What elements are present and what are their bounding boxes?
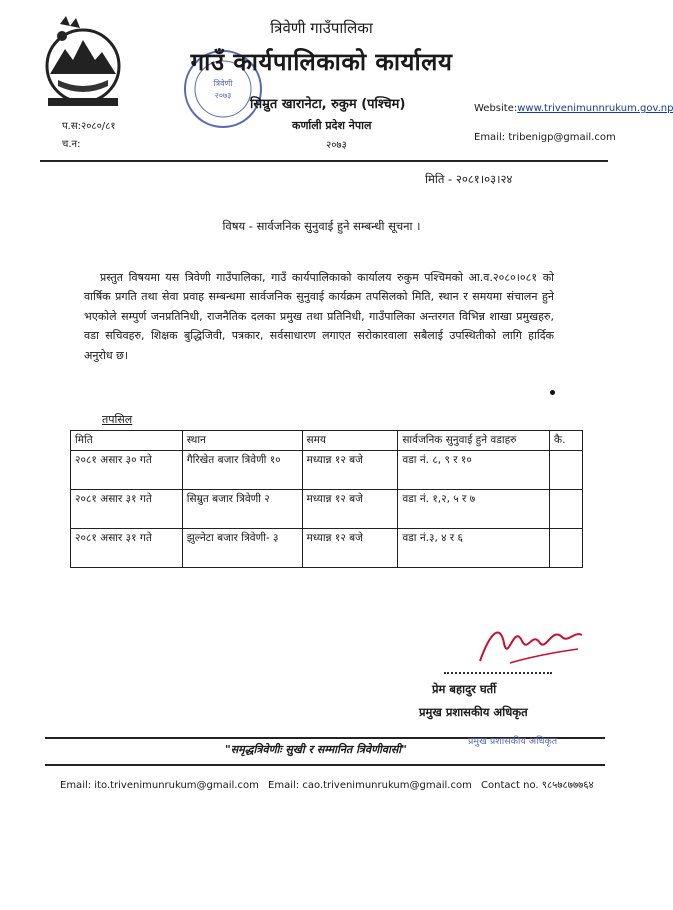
ink-dot <box>550 390 555 395</box>
letter-body: प्रस्तुत विषयमा यस त्रिवेणी गाउँपालिका, गाउँ कार्यपालिकाको कार्यालय रुकुम पश्चिमको आ.व.२०८०।०८१ को वार्षिक प्रगति तथा सेवा प्रवाह सम्बन्धमा सार्वजनिक सुनुवाई कार्यक्रम तपसिलको मिति, स्थान र समयमा संचालन हुने भएकोले सम्पुर्ण जनप्रतिनिधी, राजनैतिक दलका प्रमुख तथा प्रतिनिधी, गाउँपालिका अन्तरगत विभिन्न शाखा प्रमुखहरु, वडा सचिवहरु, शिक्षक बुद्धिजिवी, पत्रकार, सर्वसाधारण लगाएत सरोकारवाला सबैलाई उपस्थितीको लागि हार्दिक अनुरोध छ। <box>84 271 554 362</box>
province-name: कर्णाली प्रदेश नेपाल <box>292 119 372 132</box>
website-label: Website: <box>474 103 518 114</box>
letter-date: मिति - २०८१।०३।२४ <box>425 172 513 186</box>
website-block <box>474 103 673 115</box>
cell-wards: वडा नं. ८, ९ र १० <box>398 451 550 490</box>
header-divider <box>40 160 608 162</box>
footer-contact: Contact no. ९८५७८७७७६४ <box>481 780 594 791</box>
signatory-post: प्रमुख प्रशासकीय अधिकृत <box>419 705 528 719</box>
cell-date: २०८१ असार ३० गते <box>71 451 183 490</box>
municipality-name: त्रिवेणी गाउँपालिका <box>270 19 373 37</box>
col-wards: सार्वजनिक सुनुवाई हुने वडाहरु <box>398 431 550 451</box>
table-row <box>71 529 583 568</box>
cell-place: सिम्रुत बजार त्रिवेणी २ <box>182 490 302 529</box>
website-link[interactable]: www.trivenimunnrukum.gov.np <box>517 103 673 114</box>
schedule-caption: तपसिल <box>102 413 133 426</box>
cell-wards: वडा नं.३, ४ र ६ <box>398 529 550 568</box>
svg-text:त्रिवेणी: त्रिवेणी <box>213 79 233 88</box>
motto: "समृद्धत्रिवेणीः सुखी र सम्मानित त्रिवेणीवासी" <box>225 743 407 756</box>
cell-date: २०८१ असार ३१ गते <box>71 490 183 529</box>
col-place: स्थान <box>182 431 302 451</box>
header-email <box>474 132 616 143</box>
email-label: Email: <box>474 132 506 143</box>
table-row <box>71 451 583 490</box>
email-value[interactable]: tribenigp@gmail.com <box>508 132 616 143</box>
table-row <box>71 490 583 529</box>
schedule-table <box>70 430 583 568</box>
cell-date: २०८१ असार ३१ गते <box>71 529 183 568</box>
footer-email-ito[interactable]: Email: ito.trivenimunrukum@gmail.com <box>60 780 259 791</box>
cell-remarks <box>550 451 583 490</box>
svg-text:२०७३: २०७३ <box>214 91 232 100</box>
faint-stamp-text: प्रमुख प्रशासकीय अधिकृत <box>468 736 558 747</box>
footer-divider-bottom <box>45 764 605 766</box>
cell-time: मध्यान्न १२ बजे <box>302 451 398 490</box>
footer-contacts <box>60 777 620 791</box>
footer-email-cao[interactable]: Email: cao.trivenimunrukum@gmail.com <box>268 780 472 791</box>
office-address: सिम्रुत खारानेटा, रुकुम (पश्चिम) <box>250 97 406 112</box>
office-title: गाउँ कार्यपालिकाको कार्यालय <box>190 48 453 76</box>
col-remarks: कै. <box>550 431 583 451</box>
signature-line <box>444 672 552 674</box>
cell-place: गैरिखेत बजार त्रिवेणी १० <box>182 451 302 490</box>
handwritten-signature <box>470 613 590 673</box>
cell-time: मध्यान्न १२ बजे <box>302 529 398 568</box>
established-year: २०७३ <box>326 140 347 151</box>
reference-number: प.स:२०८०/८१ <box>62 121 116 132</box>
cell-remarks <box>550 490 583 529</box>
table-header-row <box>71 431 583 451</box>
signatory-name: प्रेम बहादुर घर्ती <box>432 682 497 696</box>
cell-wards: वडा नं. १,२, ५ र ७ <box>398 490 550 529</box>
col-date: मिति <box>71 431 183 451</box>
letter-subject: विषय - सार्वजनिक सुनुवाई हुने सम्बन्धी सूचना । <box>222 219 421 233</box>
cell-remarks <box>550 529 583 568</box>
cell-place: झुल्नेटा बजार त्रिवेणी- ३ <box>182 529 302 568</box>
dispatch-number: च.न: <box>62 139 81 150</box>
col-time: समय <box>302 431 398 451</box>
cell-time: मध्यान्न १२ बजे <box>302 490 398 529</box>
